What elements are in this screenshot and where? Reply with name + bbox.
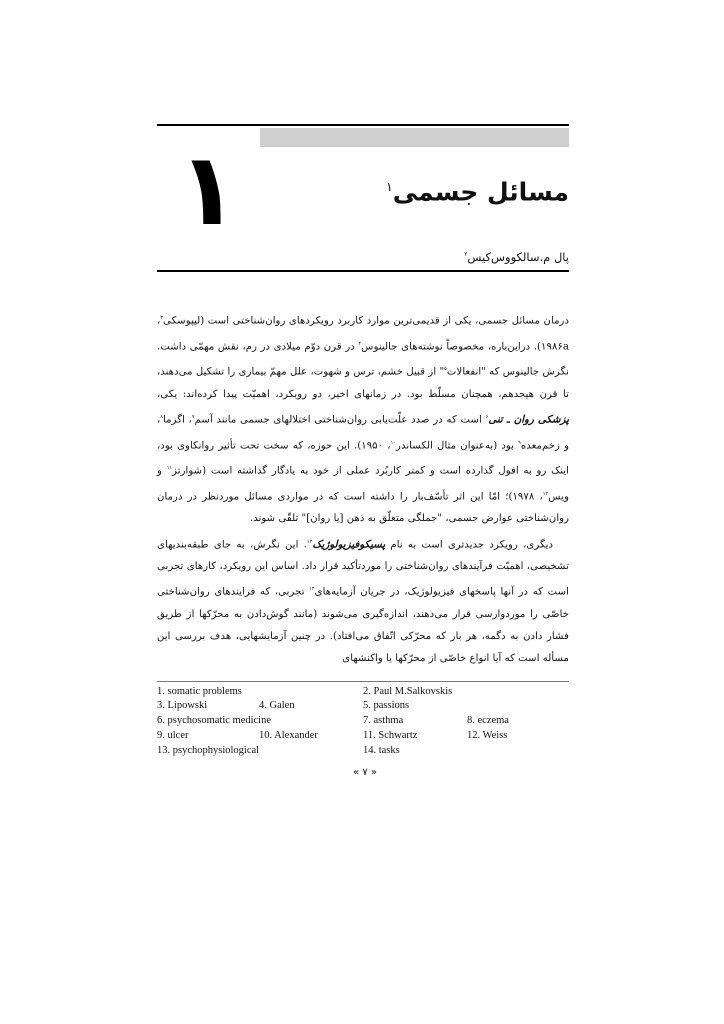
footnote-ref: ۱۳ [306,538,313,545]
author-name: پال م.سالکووس‌کیس [467,249,569,264]
footnote-3: 3. Lipowski [157,700,208,711]
chapter-title [386,170,569,209]
footnote-ref: ۱۱ [166,465,173,472]
footnote-ref: ۸ [160,413,164,420]
body-paragraph [157,531,569,671]
text-run: ، اگزما [163,414,192,426]
emphasized-term: پزشکی روان ـ تنی [488,413,569,426]
author-footnote-ref: ۲ [464,252,468,258]
footnote-9: 9. ulcer [157,730,189,741]
footnote-12: 12. Weiss [467,730,508,741]
footnote-1: 1. somatic problems [157,686,242,697]
text-run: و ویس [157,465,569,503]
footnote-4: 4. Galen [259,700,295,711]
text-run: ، ۱۹۵۰). این حوزه، که سخت تحت تأثیر روانکاوی بود، اینک رو به افول گذارده است و کمتر کاربُرد عملی از خود به یادگار گذاشته است (شوارتز [157,439,569,477]
footnotes [157,686,569,766]
footnote-ref: ۴ [358,340,362,347]
text-run: ، ۱۹۸۶a). دراین‌باره، مخصوصاً نوشته‌های جالینوس [157,315,569,352]
footnote-5: 5. passions [363,700,410,711]
footnote-ref: ۷ [191,413,195,420]
footnote-14: 14. tasks [363,745,400,756]
author-line [464,246,569,266]
text-run: دیگری، رویکرد جدیدتری است به نام [385,538,553,550]
footnote-11: 11. Schwartz [363,730,418,741]
header-bottom-rule [157,270,569,272]
footnote-ref: ۱۲ [542,490,549,497]
chapter-number: ۱ [177,131,239,248]
text-run: تجربی، که فرایندهای روان‌شناختی خاصّی را موردوارسی قرار می‌دهند، اندازه‌گیری می‌شوند (مانند گوش‌دادن به محرّکها از طریق فشار دادن به دگمه، هر بار که محرّکی اتّفاق می‌افتاد). در چنین آزمایشهایی، هدف بررسی این مسأله است که آیا انواع خاصّی از محرّکها یا واکنشهای [157,586,569,665]
footnote-ref: ۳ [160,315,164,321]
emphasized-term: پسیکوفیزیولوژیک [312,537,386,550]
body-paragraph [157,307,569,531]
footnote-ref: ۱۰ [390,439,397,446]
text-run: ، ۱۹۷۸)؛ امّا این اثر تأسّف‌بار را داشته است که در مواردی مسائل موردنظر در درمان روان‌شناختی عوارض جسمی، "جملگی متعلّق به ذهن [یا روان]" تلقّی شوند. [157,491,569,525]
text-run: " از قبیل خشم، ترس و شهوت، علل مهمّ بیماری را تشکیل می‌دهند، تا قرن هیجدهم، همچنان مسلّط بود. در زمانهای اخیر، دو رویکرد، اهمیّت پیدا کرده‌اند: یکی، [157,366,569,400]
chapter-title-text: مسائل جسمی [392,177,569,207]
footnote-10: 10. Alexander [259,730,318,741]
text-run: در قرن دوّم میلادی در رم، نقش مهمّی داشت. نگرش جالینوس که "انفعالات [157,340,569,378]
footnote-13: 13. psychophysiological [157,745,260,756]
footnote-8: 8. eczema [467,715,509,726]
page-number: « ۷ » [353,767,377,778]
text-run: است که در صدد علّت‌یابی روان‌شناختی اختلالهای جسمی مانند آسم [194,414,486,426]
text-run: ، و زخم‌معده [157,414,570,451]
text-run: . این نگرش، به جای طبقه‌بندیهای تشخیصی، اهمیّت فرآیندهای روان‌شناختی را موردتأکید قرار داد. اساس این رویکرد، کارهای تجربی است که در آنها پاسخهای فیزیولوژیک، در جریان آزمایه‌های [157,538,569,598]
footnote-ref: ۵ [444,366,447,373]
footnote-rule [157,681,569,682]
footnote-ref: ۱۴ [309,586,315,593]
top-rule [157,124,569,126]
body-text [157,307,569,671]
footnote-7: 7. asthma [363,715,404,726]
footnote-ref: ۹ [518,439,521,446]
title-footnote-ref: ۱ [386,179,393,194]
title-band [260,128,569,147]
text-run: بود (به‌عنوان مثال الکساندر [396,439,519,451]
footnote-ref: ۶ [485,413,489,420]
footnote-2: 2. Paul M.Salkovskis [363,686,453,697]
text-run: درمان مسائل جسمی، یکی از قدیمی‌ترین موارد کاربرد رویکردهای روان‌شناختی است (لیپوسکی [163,315,569,327]
footnote-6: 6. psychosomatic medicine [157,715,272,726]
